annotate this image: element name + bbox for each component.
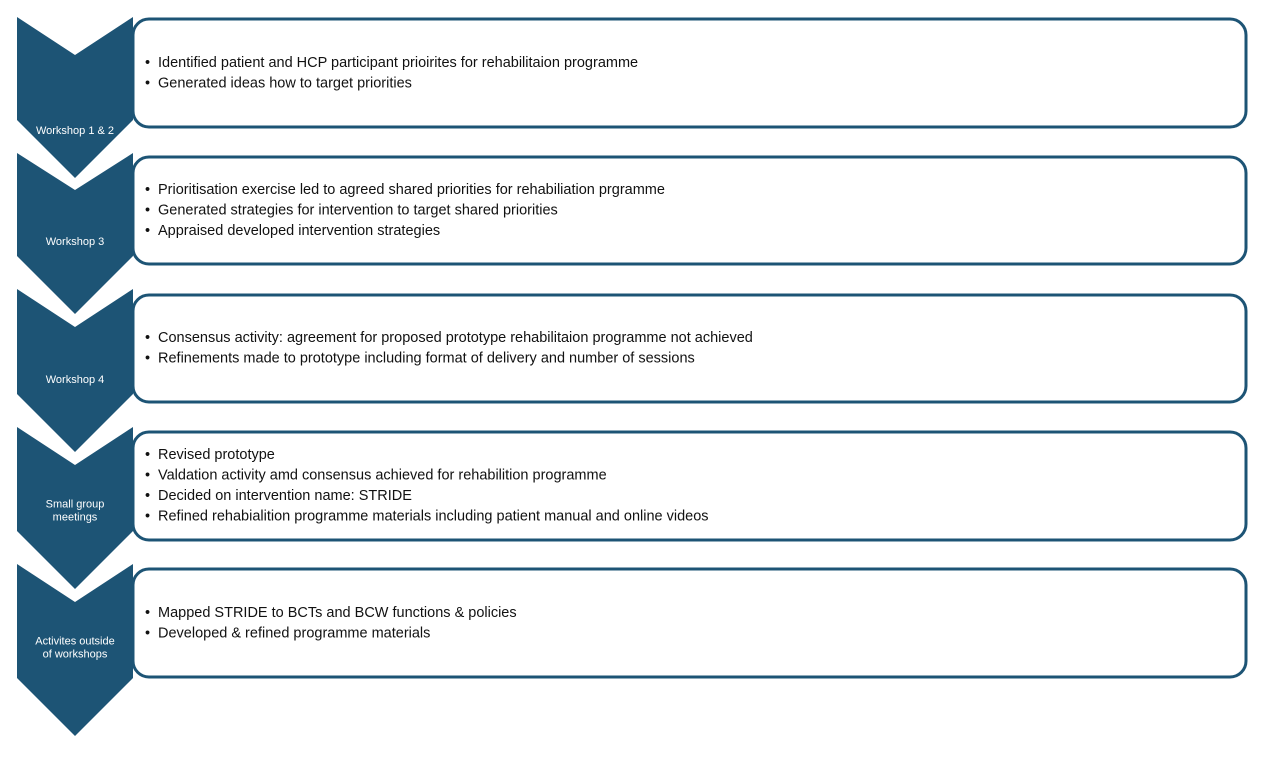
stage-3 <box>17 289 1246 452</box>
bullet-marker: • <box>145 447 151 463</box>
bullet-marker: • <box>145 75 151 92</box>
bullet-marker: • <box>145 55 151 71</box>
stage-2 <box>17 153 1246 314</box>
stage-content-box <box>133 295 1246 402</box>
stages-layer <box>17 17 1246 736</box>
bullet-marker: • <box>145 467 151 484</box>
stage-4 <box>17 427 1246 589</box>
bullet-marker: • <box>145 202 151 219</box>
stage-label: Activites outside <box>35 635 115 648</box>
bullet-marker: • <box>145 223 151 239</box>
stage-label: Workshop 3 <box>45 235 105 248</box>
bullet-text: Valdation activity amd consensus achieved for rehabilition programme <box>158 467 607 484</box>
stage-label: of workshops <box>42 648 108 661</box>
stage-content-box <box>133 19 1246 127</box>
bullet-text: Refined rehabialition programme materials including patient manual and online videos <box>158 508 709 525</box>
bullet-marker: • <box>145 182 151 198</box>
stage-label: Small group <box>45 498 105 511</box>
stage-5 <box>17 564 1246 736</box>
bullet-text: Refinements made to prototype including format of delivery and number of sessions <box>158 350 695 367</box>
bullet-text: Decided on intervention name: STRIDE <box>158 488 412 504</box>
bullet-marker: • <box>145 488 151 504</box>
bullet-text: Generated ideas how to target priorities <box>158 75 412 92</box>
bullet-text: Identified patient and HCP participant prioirites for rehabilitaion programme <box>158 55 639 71</box>
stage-label: Workshop 4 <box>45 373 105 386</box>
stage-label: meetings <box>52 511 98 524</box>
bullet-marker: • <box>145 625 151 642</box>
bullet-text: Mapped STRIDE to BCTs and BCW functions & policies <box>158 605 517 621</box>
bullet-marker: • <box>145 508 151 525</box>
stage-label: Workshop 1 & 2 <box>35 124 115 137</box>
bullet-marker: • <box>145 350 151 367</box>
bullet-text: Revised prototype <box>158 447 275 463</box>
bullet-marker: • <box>145 330 151 346</box>
bullet-text: Generated strategies for intervention to target shared priorities <box>158 202 558 219</box>
stage-content-box <box>133 569 1246 677</box>
stage-chevron <box>17 17 133 178</box>
stage-1 <box>17 17 1246 178</box>
bullet-marker: • <box>145 605 151 621</box>
bullet-text: Appraised developed intervention strategies <box>158 223 441 239</box>
bullet-text: Developed & refined programme materials <box>158 625 431 642</box>
bullet-text: Prioritisation exercise led to agreed shared priorities for rehabiliation prgramme <box>158 182 665 198</box>
bullet-text: Consensus activity: agreement for proposed prototype rehabilitaion programme not achieved <box>158 330 753 346</box>
